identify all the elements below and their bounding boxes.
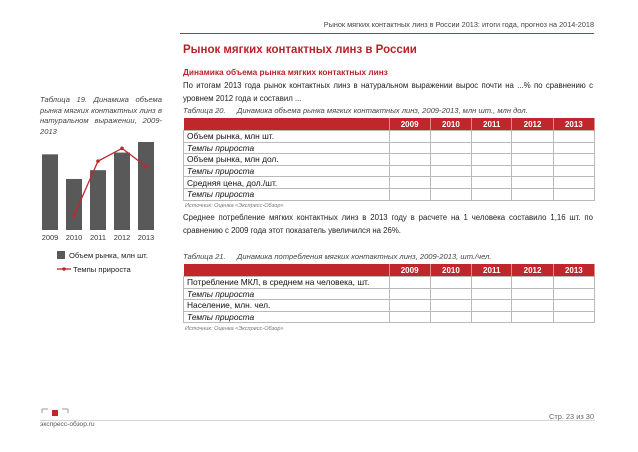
table-cell — [430, 165, 471, 177]
table-row — [184, 131, 595, 143]
growth-point-2012 — [120, 147, 124, 151]
header-cell-blank — [184, 264, 390, 277]
table-header-row — [184, 264, 595, 277]
table-cell — [512, 188, 553, 200]
table-cell — [389, 165, 430, 177]
table-cell — [553, 288, 594, 300]
table-cell — [389, 288, 430, 300]
header-divider — [180, 33, 594, 34]
table-cell — [553, 142, 594, 154]
table-cell — [553, 131, 594, 143]
table-row — [184, 288, 595, 300]
x-tick-2009: 2009 — [41, 233, 59, 242]
express-review-logo — [40, 408, 70, 420]
table-cell — [553, 311, 594, 323]
table20-caption — [183, 106, 528, 115]
legend-label-volume: Объем рынка, млн шт. — [69, 251, 148, 260]
table-cell — [472, 165, 512, 177]
subsection-title: Динамика объема рынка мягких контактных линз — [183, 67, 388, 77]
table20-source: Источник: Оценка «Экспресс-Обзор» — [185, 203, 284, 209]
row-label: Потребление МКЛ, в среднем на человека, шт. — [184, 277, 390, 289]
table-cell — [553, 277, 594, 289]
table-cell — [430, 300, 471, 312]
table-cell — [472, 288, 512, 300]
table-cell — [512, 154, 553, 166]
growth-point-2013 — [144, 165, 148, 169]
table-row — [184, 177, 595, 189]
header-cell-year: 2010 — [430, 118, 471, 131]
table-row — [184, 311, 595, 323]
table-cell — [389, 131, 430, 143]
header-cell-blank — [184, 118, 390, 131]
table20-label: Таблица 20. — [183, 106, 226, 115]
table19-label: Таблица 19. — [40, 95, 88, 104]
header-cell-year: 2013 — [553, 118, 594, 131]
page-number: Стр. 23 из 30 — [548, 412, 594, 421]
table-row — [184, 188, 595, 200]
table-cell — [389, 311, 430, 323]
table-cell — [512, 300, 553, 312]
row-label: Темпы прироста — [184, 165, 390, 177]
table-cell — [512, 277, 553, 289]
table-cell — [430, 142, 471, 154]
x-tick-2011: 2011 — [90, 233, 106, 242]
table-cell — [430, 154, 471, 166]
header-cell-year: 2013 — [553, 264, 594, 277]
growth-point-2010 — [72, 214, 76, 218]
table20 — [183, 118, 595, 201]
table-header-row — [184, 118, 595, 131]
paragraph-market-growth: По итогам 2013 года рынок контактных линз в натуральном выражении вырос почти на ...% по сравнению с уровнем 2012 года и составил ... — [183, 81, 593, 103]
table-cell — [389, 277, 430, 289]
table-cell — [472, 154, 512, 166]
row-label: Темпы прироста — [184, 288, 390, 300]
table-cell — [430, 188, 471, 200]
table21 — [183, 264, 595, 323]
growth-rate-line — [74, 148, 146, 215]
table-cell — [553, 300, 594, 312]
table-cell — [472, 131, 512, 143]
row-label: Средняя цена, дол./шт. — [184, 177, 390, 189]
table-cell — [512, 288, 553, 300]
table-cell — [553, 165, 594, 177]
table-cell — [472, 177, 512, 189]
table-cell — [512, 131, 553, 143]
x-tick-2012: 2012 — [113, 233, 131, 242]
table-cell — [430, 277, 471, 289]
row-label: Темпы прироста — [184, 311, 390, 323]
x-tick-2013: 2013 — [137, 233, 155, 242]
table-cell — [472, 300, 512, 312]
x-tick-2010: 2010 — [65, 233, 83, 242]
table-cell — [553, 154, 594, 166]
table-cell — [430, 177, 471, 189]
table-cell — [389, 142, 430, 154]
row-label: Темпы прироста — [184, 188, 390, 200]
table-cell — [430, 311, 471, 323]
bar-2013 — [138, 142, 154, 230]
table19-title: Динамика объема рынка мягких контактных линз в натуральном выражении, 2009-2013 — [40, 95, 162, 136]
row-label: Темпы прироста — [184, 142, 390, 154]
table-cell — [430, 288, 471, 300]
table19-caption — [40, 95, 162, 137]
table-cell — [512, 311, 553, 323]
header-title: Рынок мягких контактных линз в России 2013: итоги года, прогноз на 2014-2018 — [323, 20, 594, 29]
bar-2011 — [90, 170, 106, 230]
legend-item-growth — [57, 265, 131, 274]
table-cell — [389, 188, 430, 200]
header-cell-year: 2012 — [512, 264, 553, 277]
table21-caption — [183, 252, 491, 261]
table-cell — [389, 300, 430, 312]
header-cell-year: 2011 — [472, 118, 512, 131]
row-label: Объем рынка, млн шт. — [184, 131, 390, 143]
table-cell — [389, 154, 430, 166]
header-cell-year: 2010 — [430, 264, 471, 277]
logo-text: экспресс-обзор.ru — [40, 421, 95, 428]
legend-swatch-line — [57, 265, 71, 273]
market-volume-chart — [38, 135, 166, 245]
footer-divider — [40, 420, 595, 421]
bar-2012 — [114, 153, 130, 230]
table-cell — [553, 188, 594, 200]
table-cell — [472, 311, 512, 323]
header-cell-year: 2011 — [472, 264, 512, 277]
paragraph-consumption: Среднее потребление мягких контактных линз в 2013 году в расчете на 1 человека составило 1,16 шт. по сравнению с 2009 года этот показатель увеличился на 26%. — [183, 213, 593, 235]
table-cell — [512, 165, 553, 177]
table-cell — [389, 177, 430, 189]
legend-swatch-bar — [57, 251, 65, 259]
table-row — [184, 277, 595, 289]
table-row — [184, 142, 595, 154]
table-cell — [472, 188, 512, 200]
header-cell-year: 2009 — [389, 264, 430, 277]
table-cell — [472, 277, 512, 289]
row-label: Население, млн. чел. — [184, 300, 390, 312]
header-cell-year: 2009 — [389, 118, 430, 131]
row-label: Объем рынка, млн дол. — [184, 154, 390, 166]
table20-title: Динамика объема рынка мягких контактных линз, 2009-2013, млн шт., млн дол. — [237, 106, 528, 115]
table21-source: Источник: Оценка «Экспресс-Обзор» — [185, 326, 284, 332]
legend-item-volume — [57, 251, 148, 260]
growth-point-2011 — [96, 159, 100, 163]
table-cell — [512, 142, 553, 154]
table-row — [184, 154, 595, 166]
table-row — [184, 165, 595, 177]
table-cell — [430, 131, 471, 143]
table-cell — [472, 142, 512, 154]
section-title: Рынок мягких контактных линз в России — [183, 44, 417, 56]
table21-title: Динамика потребления мягких контактных линз, 2009-2013, шт./чел. — [237, 252, 492, 261]
legend-label-growth: Темпы прироста — [73, 265, 131, 274]
table-cell — [512, 177, 553, 189]
table-row — [184, 300, 595, 312]
table21-label: Таблица 21. — [183, 252, 226, 261]
bar-2009 — [42, 154, 58, 230]
bar-2010 — [66, 179, 82, 230]
header-cell-year: 2012 — [512, 118, 553, 131]
table-cell — [553, 177, 594, 189]
